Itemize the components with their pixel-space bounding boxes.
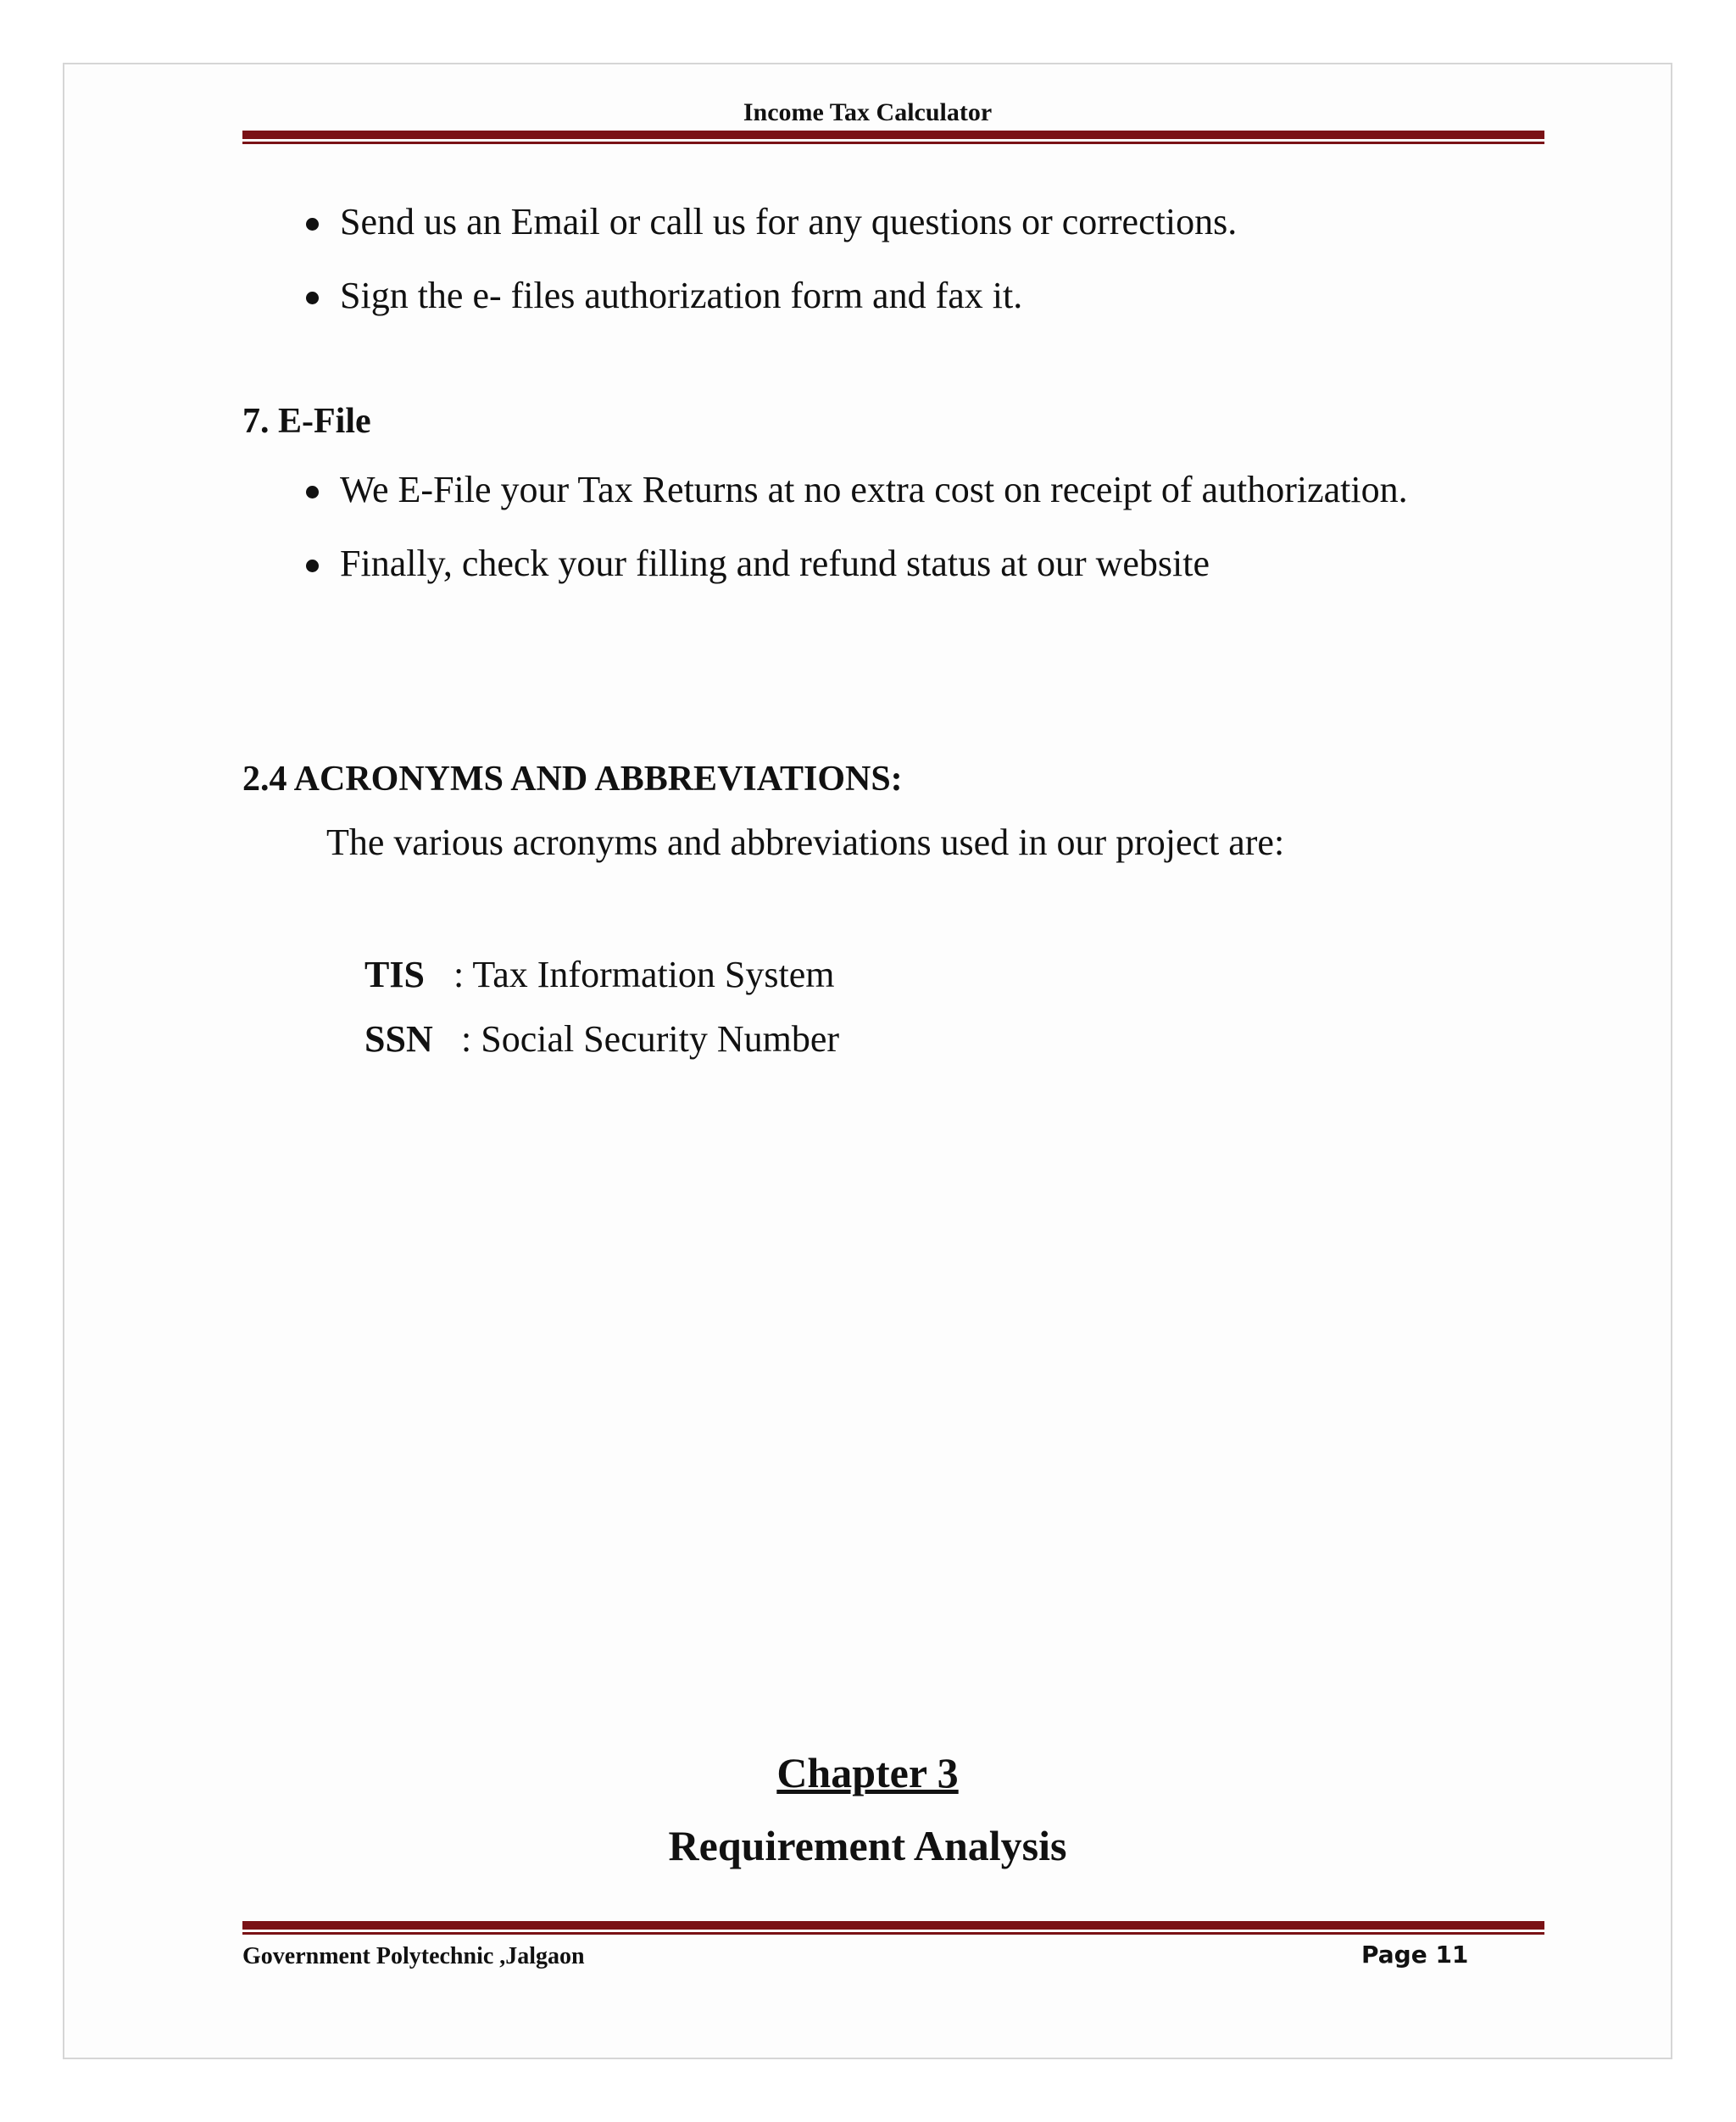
list-item (340, 277, 1022, 315)
list-item-text: We E-File your Tax Returns at no extra cost on receipt of authorization. (340, 469, 1408, 510)
list-item-text: Finally, check your filling and refund status at our website (340, 543, 1210, 584)
bullet-icon (306, 486, 319, 498)
acronym-row (364, 1018, 840, 1060)
footer-rule (242, 1921, 1544, 1935)
acronym: TIS (364, 954, 425, 995)
step-heading: 7. E-File (242, 402, 371, 441)
header-title: Income Tax Calculator (743, 98, 993, 126)
list-item-text: Sign the e- files authorization form and fax it. (340, 275, 1023, 316)
acronym-meaning: : Social Security Number (461, 1018, 840, 1060)
section-intro: The various acronyms and abbreviations used in our project are: (326, 822, 1285, 863)
list-item (340, 545, 1210, 582)
acronym-meaning: : Tax Information System (453, 954, 835, 995)
list-item (340, 471, 1408, 509)
acronym: SSN (364, 1018, 433, 1060)
acronym-row (364, 956, 835, 994)
footer-institution: Government Polytechnic ,Jalgaon (242, 1943, 585, 1969)
bullet-icon (306, 218, 319, 231)
page-number: Page 11 (1361, 1941, 1469, 1969)
chapter-title: Requirement Analysis (668, 1822, 1067, 1869)
bullet-icon (306, 560, 319, 572)
chapter-label: Chapter 3 (776, 1749, 959, 1796)
header-rule (242, 131, 1544, 144)
list-item (340, 203, 1237, 241)
list-item-text: Send us an Email or call us for any questions or corrections. (340, 201, 1238, 242)
document-page (63, 63, 1672, 2059)
bullet-icon (306, 292, 319, 304)
section-heading: 2.4 ACRONYMS AND ABBREVIATIONS: (242, 760, 903, 799)
